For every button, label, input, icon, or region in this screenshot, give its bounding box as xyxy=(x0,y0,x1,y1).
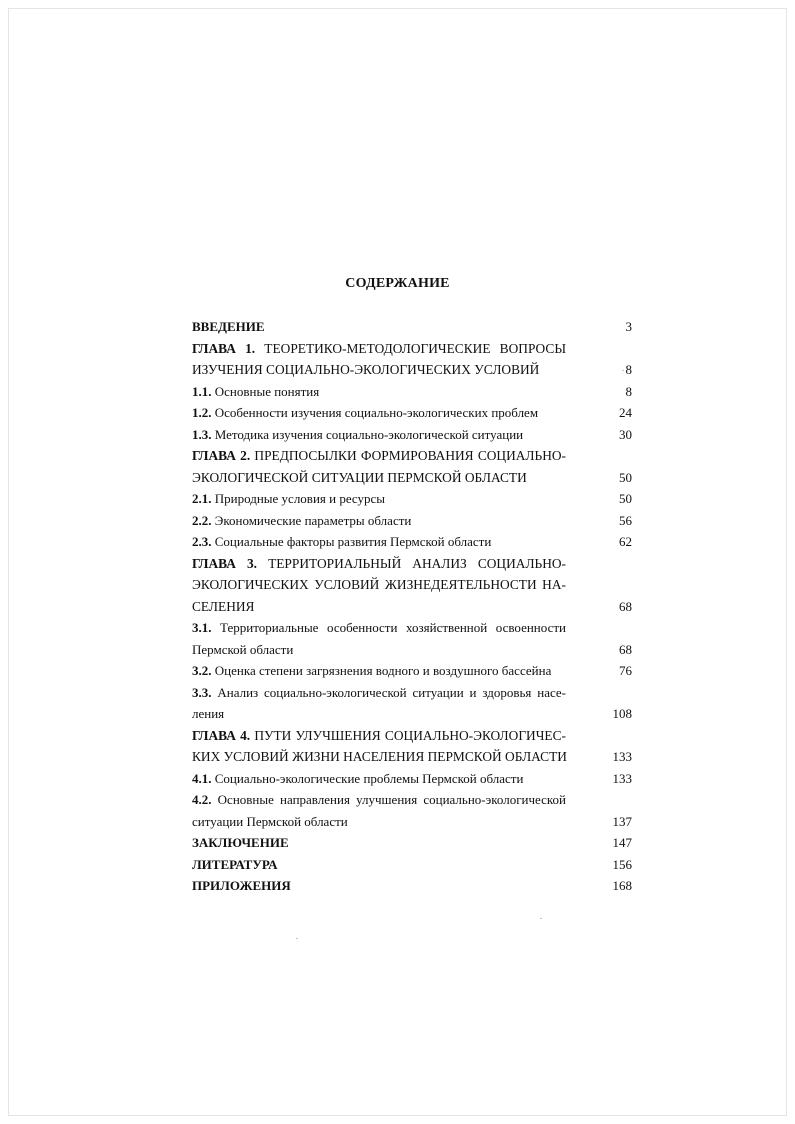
toc-page-number: 133 xyxy=(612,770,632,786)
toc-row xyxy=(192,660,632,682)
toc-entry-text xyxy=(192,854,566,875)
toc-entry-number: 1.2. xyxy=(192,405,212,420)
toc-entry-text xyxy=(192,381,566,402)
toc-page-number: 24 xyxy=(619,405,632,420)
toc-entry-title: ВВЕДЕНИЕ xyxy=(192,319,265,334)
toc-row xyxy=(192,682,632,704)
toc-entry-number: 1.3. xyxy=(192,426,212,442)
toc-row xyxy=(192,639,632,661)
toc-entry-title: ТЕРРИТОРИАЛЬНЫЙ АНАЛИЗ СОЦИАЛЬНО- xyxy=(257,555,567,571)
toc-entry-text xyxy=(192,725,566,746)
toc-entry-number: 2.3. xyxy=(192,534,212,549)
toc-page-number: 30 xyxy=(619,426,632,442)
toc-entry-text xyxy=(192,467,566,488)
toc-entry-title: Экономические параметры области xyxy=(211,512,412,528)
toc-row xyxy=(192,596,632,618)
toc-entry-text xyxy=(192,832,566,853)
toc-entry-number: 3.1. xyxy=(192,620,212,635)
toc-row xyxy=(192,703,632,725)
toc-entry-title: Территориальные особенности хозяйственной освоенности xyxy=(211,620,566,635)
toc-entry-text xyxy=(192,639,566,660)
toc-entry-text xyxy=(192,875,566,896)
table-of-contents xyxy=(192,316,632,897)
toc-row xyxy=(192,811,632,833)
toc-entry-title: Социально-экологические проблемы Пермской области xyxy=(211,770,524,786)
toc-page-number: 50 xyxy=(619,491,632,506)
toc-entry-text xyxy=(192,617,566,638)
toc-entry-text xyxy=(192,682,566,703)
toc-page-number: 56 xyxy=(619,512,632,528)
toc-page-number: 8 xyxy=(625,383,632,399)
toc-entry-title: ЭКОЛОГИЧЕСКИХ УСЛОВИЙ ЖИЗНЕДЕЯТЕЛЬНОСТИ НА- xyxy=(192,577,566,592)
toc-row xyxy=(192,789,632,811)
toc-entry-title: Основные понятия xyxy=(211,383,320,399)
toc-entry-text xyxy=(192,746,566,767)
toc-row xyxy=(192,746,632,768)
toc-entry-title: ЛИТЕРАТУРА xyxy=(192,856,278,872)
toc-row xyxy=(192,768,632,790)
toc-row xyxy=(192,553,632,575)
toc-entry-title: Анализ социально-экологической ситуации и здоровья насе- xyxy=(211,684,566,700)
toc-entry-number: 2.1. xyxy=(192,491,212,506)
toc-entry-title: ПУТИ УЛУЧШЕНИЯ СОЦИАЛЬНО-ЭКОЛОГИЧЕС- xyxy=(250,727,566,743)
toc-entry-number: ГЛАВА 3. xyxy=(192,555,258,571)
toc-entry-number: 2.2. xyxy=(192,512,212,528)
toc-page-number: 147 xyxy=(612,835,632,850)
toc-entry-text xyxy=(192,359,566,380)
toc-entry-number: 3.2. xyxy=(192,663,212,678)
toc-page-number: 168 xyxy=(612,878,632,893)
toc-page-number: 156 xyxy=(612,856,632,872)
toc-entry-number: 4.1. xyxy=(192,770,212,786)
toc-entry-title: СЕЛЕНИЯ xyxy=(192,598,255,614)
toc-page-number: 108 xyxy=(612,706,632,721)
toc-row xyxy=(192,832,632,854)
toc-page-number: 133 xyxy=(612,749,632,764)
toc-entry-number: 3.3. xyxy=(192,684,212,700)
toc-row xyxy=(192,445,632,467)
toc-entry-title: ЗАКЛЮЧЕНИЕ xyxy=(192,835,289,850)
toc-row xyxy=(192,875,632,897)
toc-entry-number: ГЛАВА 2. xyxy=(192,448,251,463)
toc-row xyxy=(192,854,632,876)
toc-entry-title: Основные направления улучшения социально-экологической xyxy=(211,792,566,807)
scan-speck xyxy=(622,370,624,371)
toc-entry-text xyxy=(192,510,566,531)
toc-page-number: 68 xyxy=(619,641,632,657)
toc-row xyxy=(192,402,632,424)
toc-entry-text xyxy=(192,768,566,789)
page-title: СОДЕРЖАНИЕ xyxy=(345,276,450,291)
toc-row xyxy=(192,531,632,553)
toc-entry-text xyxy=(192,488,566,509)
toc-entry-title: Природные условия и ресурсы xyxy=(211,491,386,506)
toc-page-number: 137 xyxy=(612,813,632,829)
toc-entry-text xyxy=(192,703,566,724)
toc-entry-text xyxy=(192,811,566,832)
toc-page-number: 3 xyxy=(625,319,632,334)
toc-entry-title: Методика изучения социально-экологической ситуации xyxy=(211,426,524,442)
scan-speck xyxy=(540,918,542,919)
scan-speck xyxy=(296,938,298,939)
toc-row xyxy=(192,338,632,360)
toc-entry-text xyxy=(192,445,566,466)
toc-page-number: 68 xyxy=(619,598,632,614)
toc-entry-number: 1.1. xyxy=(192,383,212,399)
toc-entry-text xyxy=(192,338,566,359)
toc-row xyxy=(192,381,632,403)
toc-row xyxy=(192,316,632,338)
toc-row xyxy=(192,467,632,489)
toc-entry-text xyxy=(192,402,566,423)
toc-entry-title: Социальные факторы развития Пермской области xyxy=(211,534,492,549)
toc-entry-text xyxy=(192,596,566,617)
toc-entry-title: ления xyxy=(192,706,225,721)
toc-entry-number: ГЛАВА 4. xyxy=(192,727,251,743)
toc-entry-title: КИХ УСЛОВИЙ ЖИЗНИ НАСЕЛЕНИЯ ПЕРМСКОЙ ОБЛАСТИ xyxy=(192,749,567,764)
toc-row xyxy=(192,617,632,639)
toc-entry-title: Особенности изучения социально-экологических проблем xyxy=(211,405,539,420)
toc-page-number: 62 xyxy=(619,534,632,549)
toc-row xyxy=(192,488,632,510)
toc-entry-title: ИЗУЧЕНИЯ СОЦИАЛЬНО-ЭКОЛОГИЧЕСКИХ УСЛОВИЙ xyxy=(192,362,540,377)
toc-page-number: 76 xyxy=(619,663,632,678)
toc-entry-text xyxy=(192,660,566,681)
toc-entry-title: Пермской области xyxy=(192,641,294,657)
toc-entry-number: 4.2. xyxy=(192,792,212,807)
toc-entry-text xyxy=(192,789,566,810)
toc-entry-title: ПРЕДПОСЫЛКИ ФОРМИРОВАНИЯ СОЦИАЛЬНО- xyxy=(250,448,566,463)
toc-row xyxy=(192,359,632,381)
toc-row xyxy=(192,510,632,532)
toc-entry-title: ЭКОЛОГИЧЕСКОЙ СИТУАЦИИ ПЕРМСКОЙ ОБЛАСТИ xyxy=(192,469,527,485)
toc-page-number: 8 xyxy=(625,362,632,377)
toc-entry-text xyxy=(192,424,566,445)
toc-entry-title: Оценка степени загрязнения водного и воздушного бассейна xyxy=(211,663,552,678)
toc-entry-text xyxy=(192,553,566,574)
toc-row xyxy=(192,424,632,446)
toc-entry-text xyxy=(192,316,566,337)
toc-entry-title: ТЕОРЕТИКО-МЕТОДОЛОГИЧЕСКИЕ ВОПРОСЫ xyxy=(255,340,567,356)
toc-row xyxy=(192,725,632,747)
toc-row xyxy=(192,574,632,596)
toc-entry-number: ГЛАВА 1. xyxy=(192,340,256,356)
toc-page-number: 50 xyxy=(619,469,632,485)
toc-entry-title: ситуации Пермской области xyxy=(192,813,348,829)
toc-entry-text xyxy=(192,531,566,552)
toc-entry-title: ПРИЛОЖЕНИЯ xyxy=(192,878,291,893)
toc-entry-text xyxy=(192,574,566,595)
